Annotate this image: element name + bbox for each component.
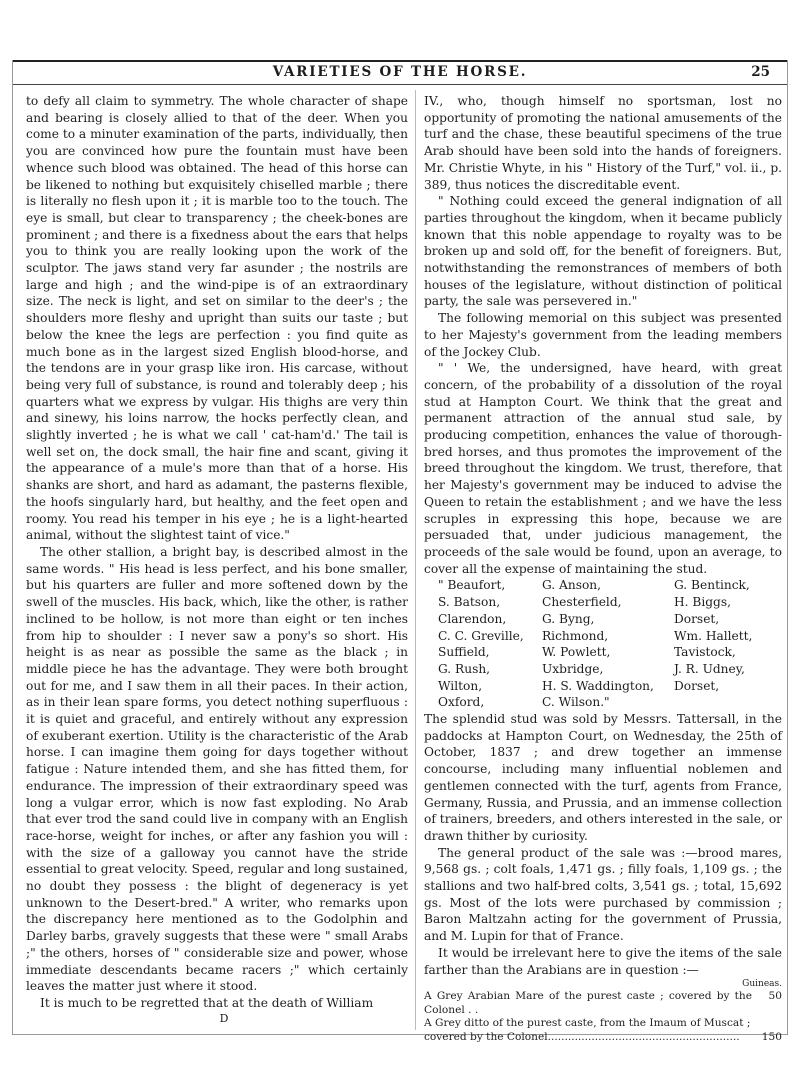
sale-item-value xyxy=(752,1017,782,1031)
signatory-row xyxy=(424,694,782,711)
sale-unit-header: Guineas. xyxy=(742,979,782,990)
signatory: C. C. Greville, xyxy=(438,628,524,643)
paragraph: " Nothing could exceed the general indignation of all parties throughout the kingdom, when it became publicly known that this noble appendage to royalty was to be broken up and sold off, for the benefit of foreigners. But, notwithstanding the remonstrances of members of both houses of the legislature, without distinction of political party, the sale was persevered in." xyxy=(424,194,782,309)
paragraph: It is much to be regretted that at the death of William xyxy=(40,995,374,1010)
signatory: H. S. Waddington, xyxy=(542,678,654,693)
signatory: G. Anson, xyxy=(542,578,602,593)
sale-item xyxy=(424,1017,782,1031)
signatory: C. Wilson." xyxy=(542,695,610,710)
signatory: G. Rush, xyxy=(438,661,491,676)
paragraph: It would be irrelevant here to give the items of the sale farther than the Arabians are in question :— xyxy=(424,945,782,977)
signatory: S. Batson, xyxy=(438,595,501,610)
signatory: J. R. Udney, xyxy=(674,661,745,676)
paragraph: " ' We, the undersigned, have heard, with great concern, of the probability of a dissolution of the royal stud at Hampton Court. We think that the great and permanent attraction of the annual stud sale, by producing competition, enhances the value of thorough-bred horses, and thus promotes the improvement of the breed throughout the kingdom. We trust, therefore, that her Majesty's government may be induced to advise the Queen to retain the establishment ; and we have the less scruples in expressing this hope, because we are persuaded that, under judicious management, the proceeds of the sale would be found, upon an average, to cover all the expense of maintaining the stud. xyxy=(424,361,782,576)
signatory: Chesterfield, xyxy=(542,595,622,610)
signatory: Suffield, xyxy=(438,645,490,660)
paragraph: IV., who, though himself no sportsman, lost no opportunity of promoting the national amusements of the turf and the chase, these beautiful specimens of the true Arab should have been sold into the hands of foreigners. Mr. Christie Whyte, in his " History of the Turf," vol. ii., p. 389, thus notices the discreditable event. xyxy=(424,94,782,192)
right-column xyxy=(424,93,782,1045)
signatory: Dorset, xyxy=(674,611,720,626)
signatory: " Beaufort, xyxy=(438,578,506,593)
left-column xyxy=(26,93,408,1025)
sale-item xyxy=(424,990,782,1017)
signatory: Uxbridge, xyxy=(542,661,604,676)
right-border xyxy=(787,60,788,1035)
signatory-row xyxy=(424,661,782,678)
paragraph: The general product of the sale was :—brood mares, 9,568 gs. ; colt foals, 1,471 gs. ; filly foals, 1,109 gs. ; the stallions and two half-bred colts, 3,541 gs. ; total, 15,692 gs. Most of the lots were purchased by commission ; Baron Maltzahn acting for the government of Prussia, and M. Lupin for that of France. xyxy=(424,845,782,944)
signatories-list xyxy=(424,577,782,711)
signatory: Oxford, xyxy=(438,695,485,710)
sale-item-value: 50 xyxy=(768,990,782,1003)
header-rule xyxy=(12,84,788,85)
signatory: Dorset, xyxy=(674,678,720,693)
paragraph: to defy all claim to symmetry. The whole character of shape and bearing is closely allied to that of the deer. When you come to a minuter examination of the parts, individually, then you are convinced how pure the fountain must have been whence such blood was obtained. The head of this horse can be likened to nothing but exquisitely chiselled marble ; there is literally no flesh upon it ; it is marble too to the touch. The eye is small, but clear to transparency ; the cheek-bones are prominent ; and there is a fixedness about the ears that helps you to think you are really looking upon the work of the sculptor. The jaws stand very far asunder ; the nostrils are large and high ; and the wind-pipe is of an extraordinary size. The neck is light, and set on similar to the deer's ; the shoulders more fleshy and upright than suits our taste ; but below the knee the legs are perfection : you find quite as much bone as in the largest sized English blood-horse, and the tendons are in your grasp like iron. His carcase, without being very full of substance, is round and tolerably deep ; his quarters what we express by vulgar. His thighs are very thin and sinewy, his loins narrow, the hocks perfectly clean, and slightly inverted ; he is what we call ' cat-ham'd.' The tail is well set on, the dock small, the hair fine and scant, giving it the appearance of a mule's more than that of a horse. His shanks are short, and hard as adamant, the pasterns flexible, the hoofs singularly hard, but healthy, and the feet open and roomy. You read his temper in his eye ; he is a light-hearted animal, without the slightest taint of vice." xyxy=(26,94,408,543)
signatory: Clarendon, xyxy=(438,611,507,626)
signatory: G. Bentinck, xyxy=(674,578,750,593)
sale-item-text: covered by the Colonel......................................................... xyxy=(424,1031,740,1044)
signatory-row xyxy=(424,678,782,695)
signature-mark: D xyxy=(219,1011,229,1025)
signatory: G. Byng, xyxy=(542,611,595,626)
signatory: W. Powlett, xyxy=(542,645,611,660)
left-border xyxy=(12,60,13,1035)
sale-item-text: A Grey ditto of the purest caste, from the Imaum of Muscat ; xyxy=(424,1017,751,1030)
signatory-row xyxy=(424,577,782,594)
paragraph: The following memorial on this subject was presented to her Majesty's government from the leading members of the Jockey Club. xyxy=(424,311,782,359)
paragraph: The splendid stud was sold by Messrs. Tattersall, in the paddocks at Hampton Court, on Wednesday, the 25th of October, 1837 ; and drew together an immense concourse, including many influential noblemen and gentlemen connected with the turf, agents from France, Germany, Russia, and Prussia, and an immense collection of trainers, breeders, and others interested in the sale, or drawn thither by curiosity. xyxy=(424,712,782,843)
signatory: Wilton, xyxy=(438,678,483,693)
running-head-title: VARIETIES OF THE HORSE. xyxy=(272,64,528,80)
sale-item-value: 150 xyxy=(761,1031,782,1044)
signatory: Richmond, xyxy=(542,628,609,643)
signatory: Tavistock, xyxy=(674,645,736,660)
top-rule xyxy=(12,60,788,62)
signatory xyxy=(674,694,782,711)
paragraph: The other stallion, a bright bay, is described almost in the same words. " His head is less perfect, and his bone smaller, but his quarters are fuller and more softened down by the swell of the muscles. His back, which, like the other, is rather inclined to be hollow, is not more than eight or ten inches from hip to shoulder : I never saw a pony's so short. His height is as near as possible the same as the black ; in middle piece he has the advantage. They were both brought out for me, and I saw them in all their paces. In their action, as in their lean spare forms, you detect nothing superfluous : it is quiet and graceful, and entirely without any expression of exuberant exertion. Utility is the characteristic of the Arab horse. I can imagine them going for days together without fatigue : Nature intended them, and she has fitted them, for endurance. The impression of their extraordinary speed was long a vulgar error, which is now fast exploding. No Arab that ever trod the sand could live in company with an English race-horse, weight for inches, or after any fashion you will : with the size of a galloway you cannot have the stride essential to great velocity. Speed, regular and long sustained, no doubt they possess : the blight of degeneracy is yet unknown to the Desert-bred." A writer, who remarks upon the discrepancy here mentioned as to the Godolphin and Darley barbs, gravely suggests that these were " small Arabs ;" the others, horses of " considerable size and power, whose immediate descendants became racers ;" which certainly leaves the matter just where it stood. xyxy=(26,544,408,994)
signatory-row xyxy=(424,594,782,611)
sale-item xyxy=(424,1031,782,1045)
signatory: H. Biggs, xyxy=(674,595,731,610)
signatory-row xyxy=(424,611,782,628)
sale-item-text: A Grey Arabian Mare of the purest caste ; covered by the Colonel . . xyxy=(424,990,752,1016)
signatory-row xyxy=(424,628,782,645)
signatory-row xyxy=(424,644,782,661)
column-divider xyxy=(415,90,416,1030)
signatory: Wm. Hallett, xyxy=(674,628,753,643)
page-number: 25 xyxy=(751,64,770,80)
